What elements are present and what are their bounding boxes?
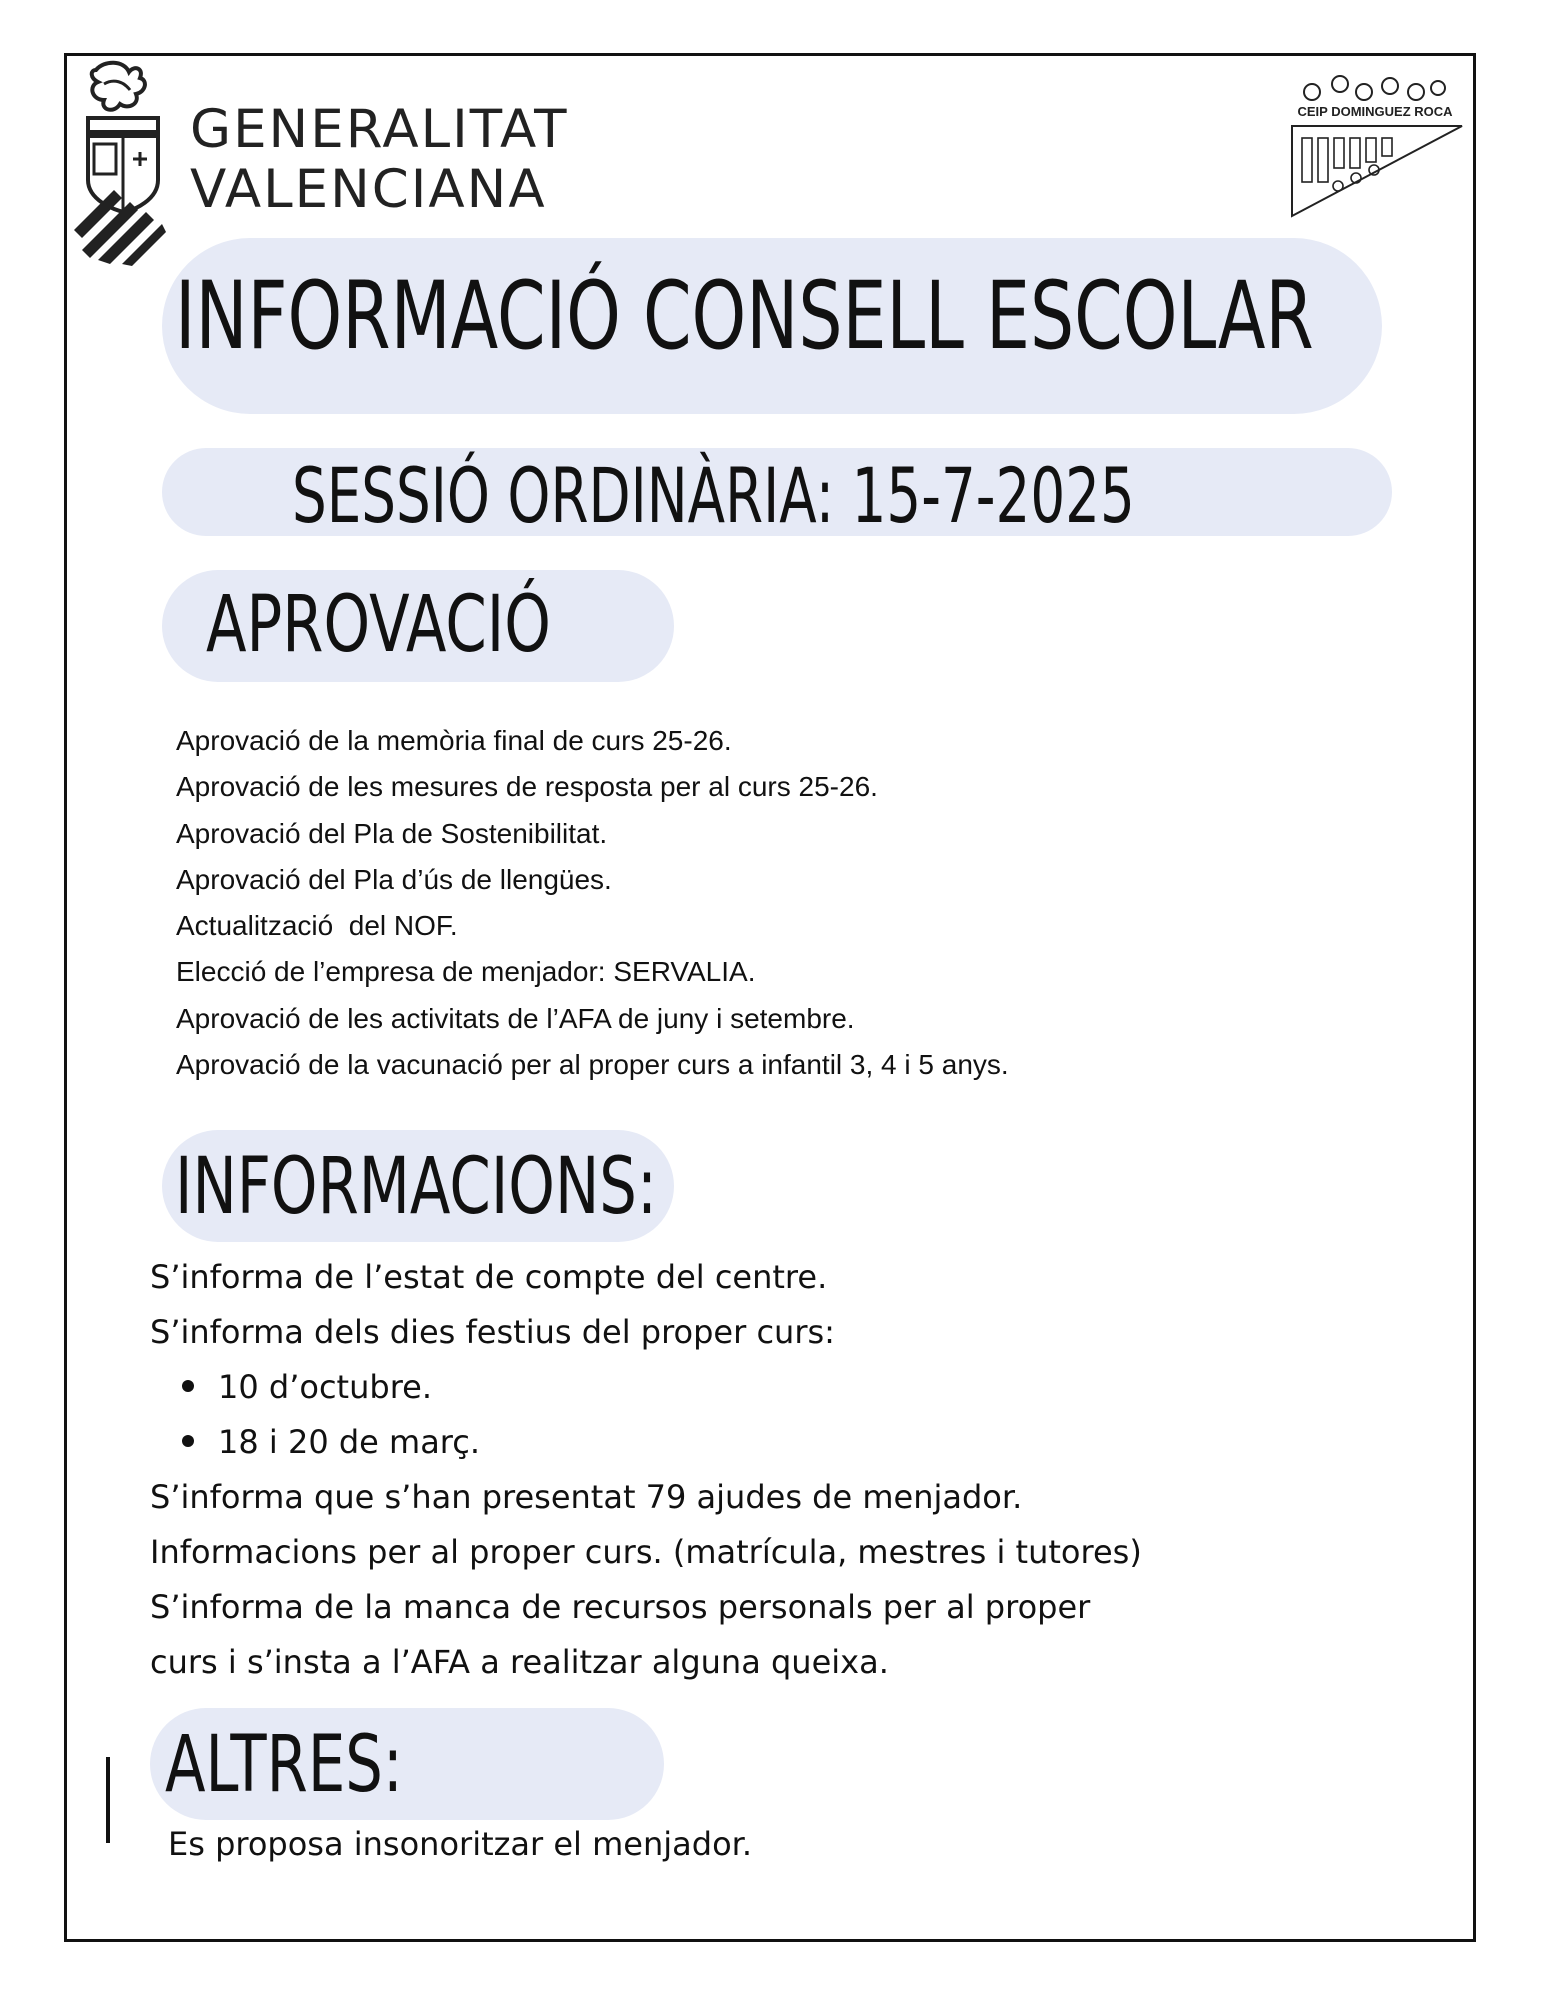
informacions-body [150, 1250, 1142, 1690]
informacions-heading: INFORMACIONS: [175, 1142, 657, 1232]
info-line: Informacions per al proper curs. (matrícula, mestres i tutores) [150, 1533, 1142, 1571]
aprovacio-heading: APROVACIÓ [206, 580, 551, 670]
list-item: Aprovació del Pla d’ús de llengües. [176, 863, 612, 895]
generalitat-wordmark [190, 100, 569, 220]
org-line-2: VALENCIANA [190, 159, 547, 220]
altres-line: Es proposa insonoritzar el menjador. [168, 1825, 753, 1863]
info-line: curs i s’insta a l’AFA a realitzar alguna queixa. [150, 1643, 889, 1681]
list-item: Elecció de l’empresa de menjador: SERVALIA. [176, 956, 756, 988]
bullet-icon [182, 1435, 194, 1447]
bullet-icon [182, 1380, 194, 1392]
generalitat-coat-of-arms-icon [74, 60, 184, 270]
info-bullet-text: 10 d’octubre. [218, 1368, 432, 1406]
info-line: S’informa dels dies festius del proper curs: [150, 1313, 835, 1351]
list-item: Aprovació del Pla de Sostenibilitat. [176, 817, 608, 849]
info-line: S’informa que s’han presentat 79 ajudes de menjador. [150, 1478, 1023, 1516]
info-bullet [150, 1415, 1142, 1470]
list-item: Aprovació de la memòria final de curs 25-26. [176, 725, 732, 756]
school-logo-label: CEIP DOMINGUEZ ROCA [1297, 104, 1453, 119]
org-line-1: GENERALITAT [190, 99, 569, 160]
list-item: Actualització del NOF. [176, 910, 458, 942]
session-date: SESSIÓ ORDINÀRIA: 15-7-2025 [292, 451, 1135, 540]
side-mark [106, 1757, 110, 1843]
school-building-icon [1282, 70, 1468, 230]
info-line: S’informa de la manca de recursos personals per al proper [150, 1588, 1091, 1626]
list-item: Aprovació de les mesures de resposta per al curs 25-26. [176, 771, 878, 803]
list-item: Aprovació de les activitats de l’AFA de juny i setembre. [176, 1002, 855, 1034]
school-logo [1282, 70, 1468, 230]
aprovacio-list [176, 718, 1009, 1088]
list-item: Aprovació de la vacunació per al proper curs a infantil 3, 4 i 5 anys. [176, 1049, 1009, 1081]
page-title: INFORMACIÓ CONSELL ESCOLAR [175, 262, 1314, 371]
altres-heading: ALTRES: [165, 1720, 403, 1810]
info-line: S’informa de l’estat de compte del centre. [150, 1258, 828, 1296]
info-bullet [150, 1360, 1142, 1415]
info-bullet-text: 18 i 20 de març. [218, 1423, 481, 1461]
